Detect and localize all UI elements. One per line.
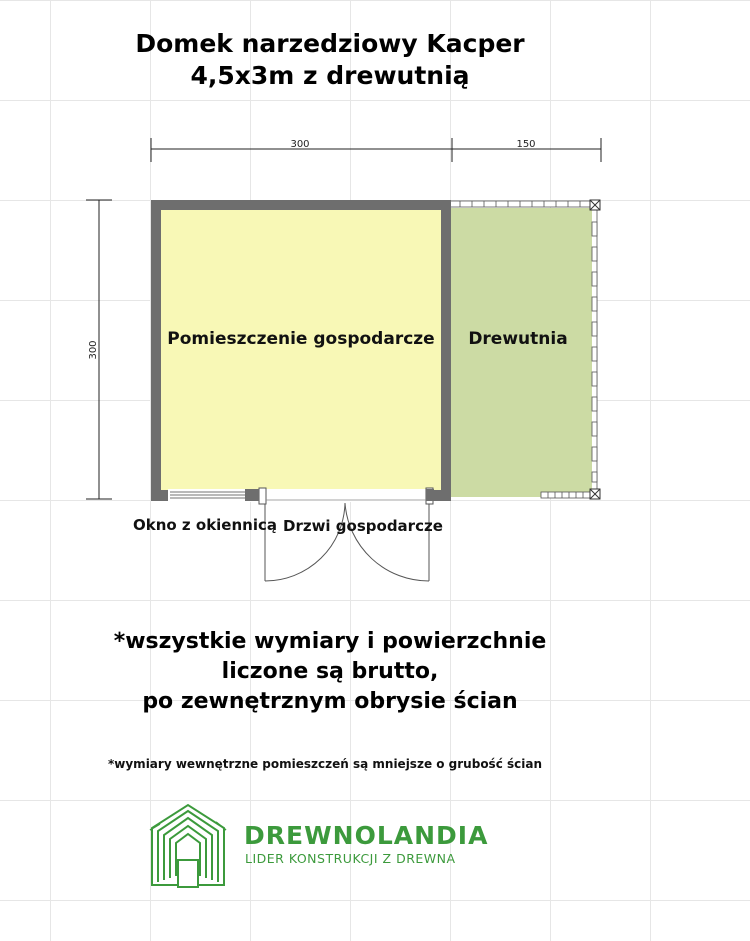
corner-post-bottom-right (590, 489, 600, 499)
door-label: Drzwi gospodarcze (283, 517, 443, 535)
window-label: Okno z okiennicą (133, 516, 277, 534)
woodshed-area (450, 208, 592, 497)
room-label-woodshed: Drewutnia (468, 329, 568, 349)
dimension-depth: 300 (88, 340, 99, 360)
woodshed-slats-bottom (541, 492, 591, 498)
woodshed-slats-right (592, 210, 597, 490)
title-line-1: Domek narzedziowy Kacper (135, 29, 525, 58)
door-swing (265, 503, 429, 581)
dimension-woodshed-width: 150 (516, 139, 536, 150)
corner-post-top-right (590, 200, 600, 210)
utility-room-walls (151, 200, 451, 502)
gross-dimensions-note (0, 627, 660, 717)
dimension-main-width: 300 (290, 139, 310, 150)
inner-dimensions-note: *wymiary wewnętrzne pomieszczeń są mniejsze o grubość ścian (108, 757, 543, 771)
room-label-utility: Pomieszczenie gospodarcze (167, 329, 435, 349)
logo-brand: DREWNOLANDIA (244, 821, 489, 850)
house-tree-rings-icon (148, 800, 238, 890)
drewnolandia-logo (148, 800, 489, 890)
logo-tagline: LIDER KONSTRUKCJI Z DREWNA (245, 851, 456, 866)
woodshed-slats-top (450, 201, 592, 207)
title-line-2: 4,5x3m z drewutnią (190, 61, 470, 90)
note-line-2: liczone są brutto, (221, 659, 439, 684)
note-line-1: *wszystkie wymiary i powierzchnie (113, 629, 547, 654)
note-line-3: po zewnętrznym obrysie ścian (142, 689, 518, 714)
